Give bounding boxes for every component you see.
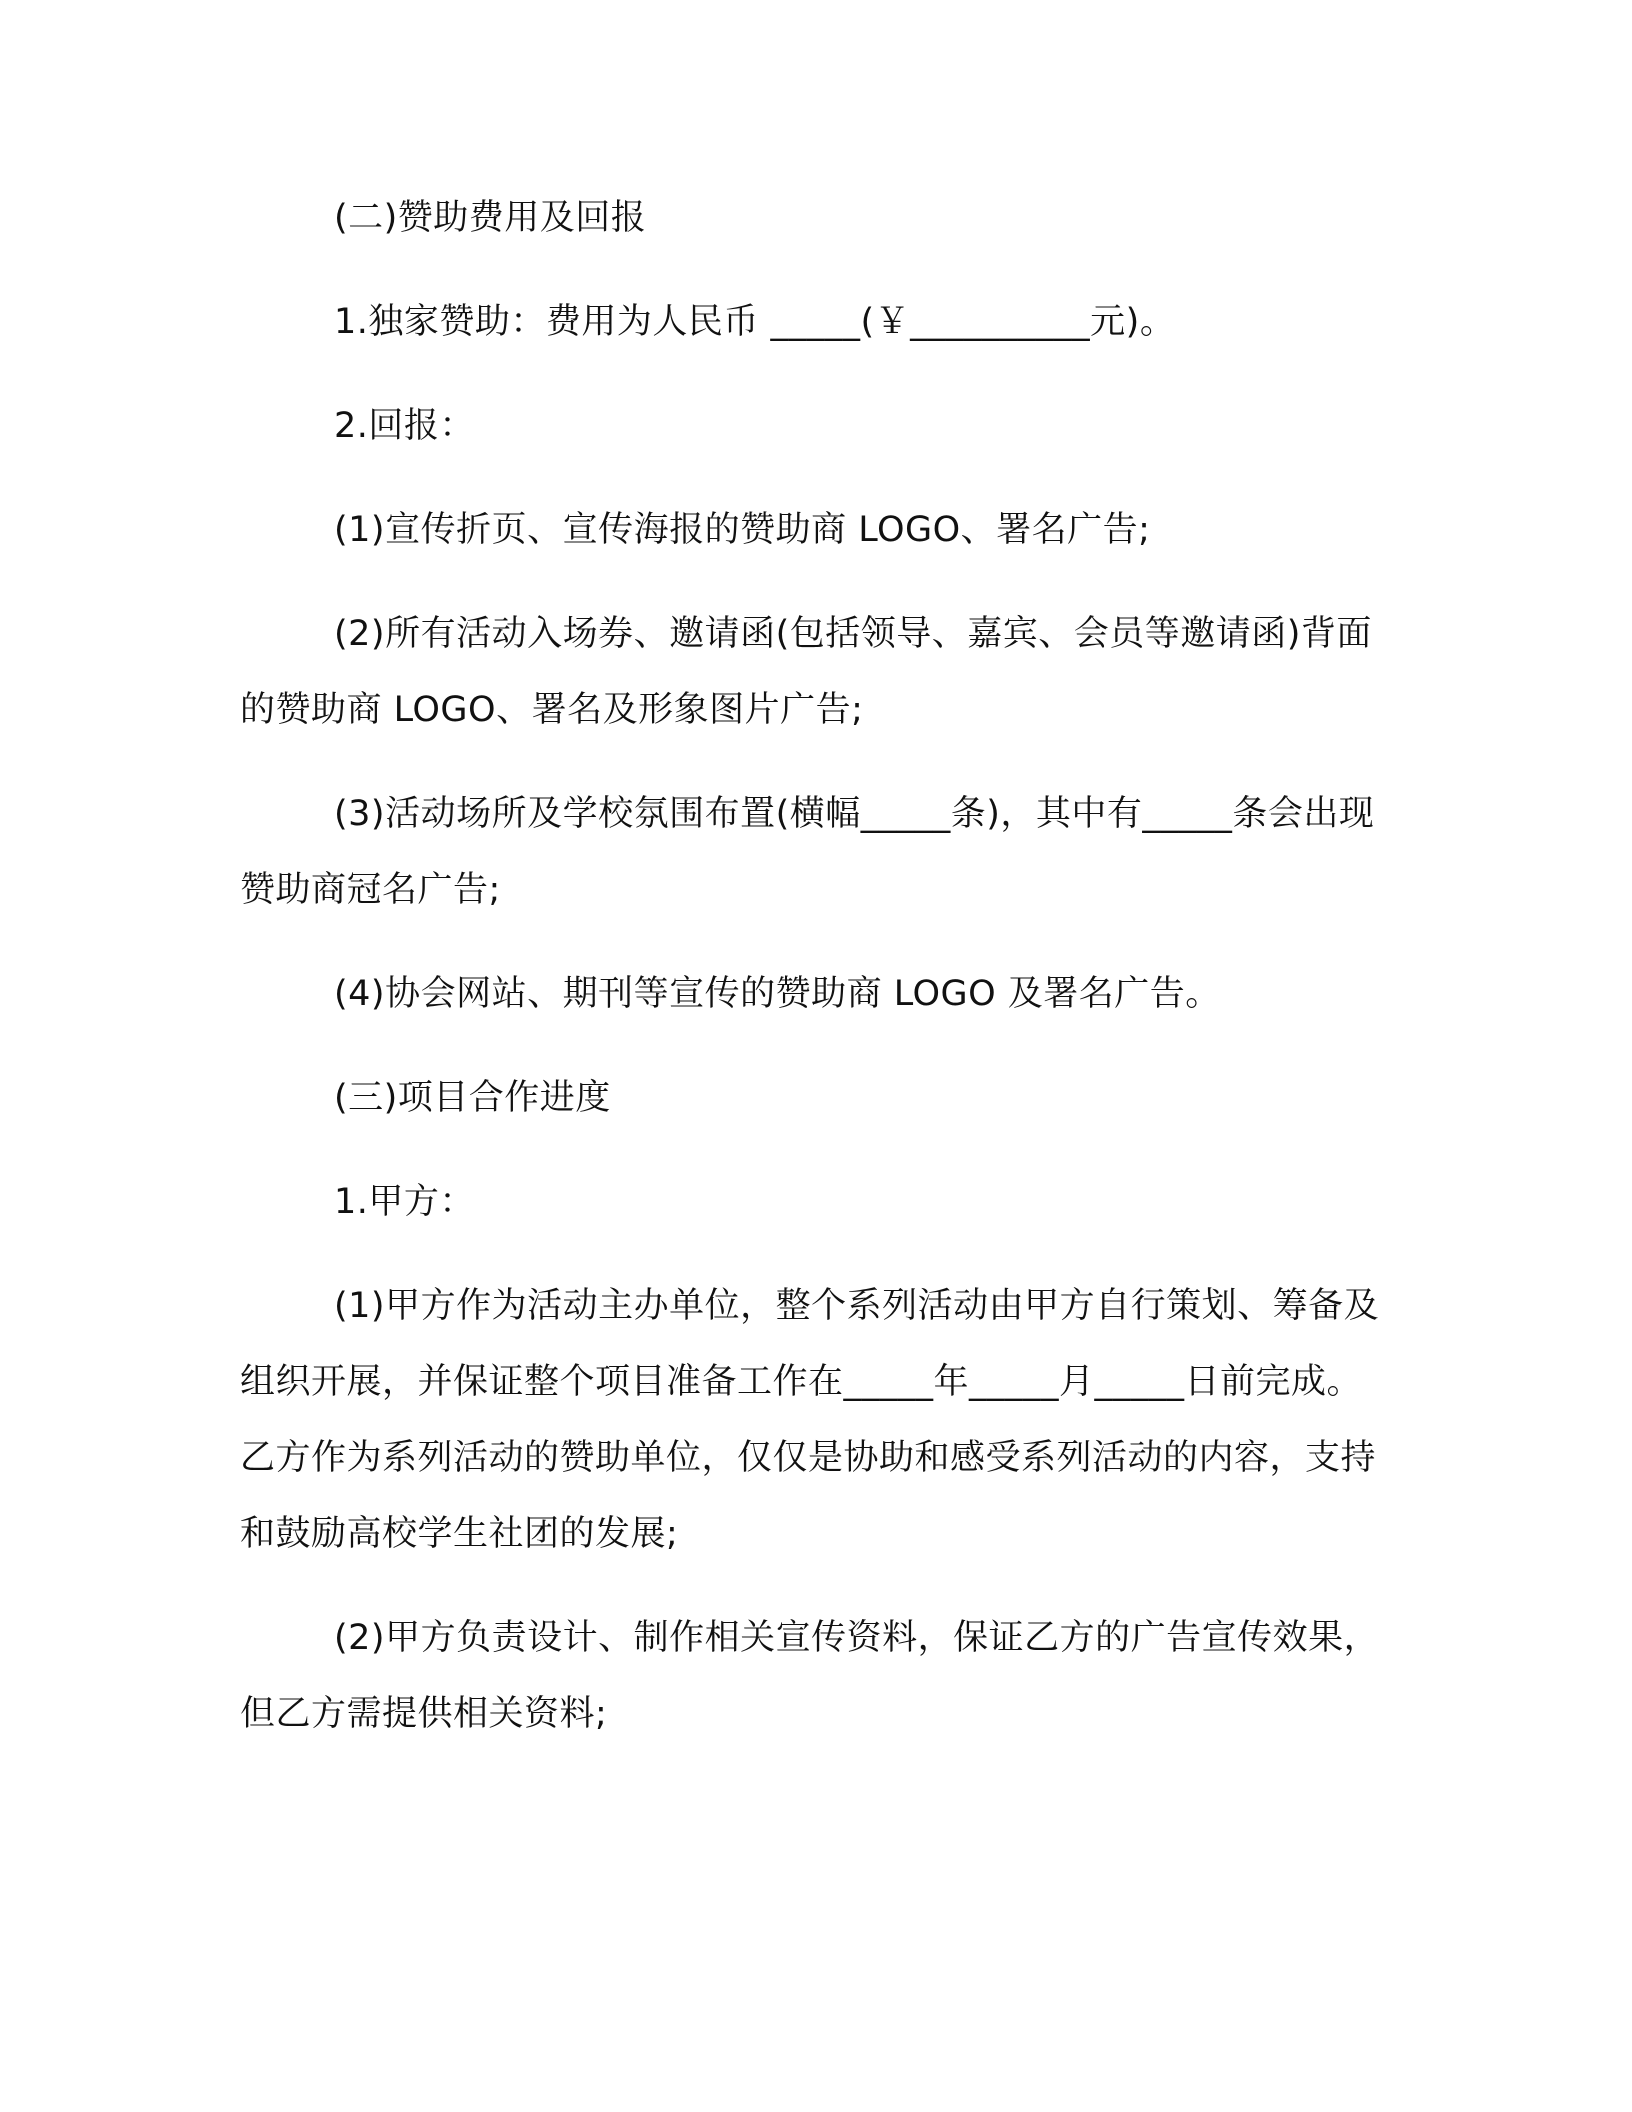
clause-return-item-1: (1)宣传折页、宣传海报的赞助商 LOGO、署名广告;	[334, 510, 1151, 550]
clause-party-a-heading: 1.甲方：	[334, 1182, 475, 1222]
clause-return-item-4: (4)协会网站、期刊等宣传的赞助商 LOGO 及署名广告。	[334, 974, 1221, 1014]
clause-exclusive-sponsorship: 1.独家赞助：费用为人民币 _____(￥__________元)。	[334, 302, 1176, 342]
section-heading-sponsorship-fees: (二)赞助费用及回报	[334, 198, 647, 238]
clause-return-item-2: (2)所有活动入场券、邀请函(包括领导、嘉宾、会员等邀请函)背面的赞助商 LOGO、署名及形象图片广告;	[240, 614, 1372, 730]
clause-returns-heading: 2.回报：	[334, 406, 475, 446]
clause-return-item-3: (3)活动场所及学校氛围布置(横幅_____条)，其中有_____条会出现赞助商冠名广告;	[240, 794, 1375, 910]
clause-party-a-item-2: (2)甲方负责设计、制作相关宣传资料，保证乙方的广告宣传效果，但乙方需提供相关资料;	[240, 1618, 1380, 1734]
section-heading-cooperation-progress: (三)项目合作进度	[334, 1078, 611, 1118]
clause-party-a-item-1: (1)甲方作为活动主办单位，整个系列活动由甲方自行策划、筹备及组织开展，并保证整个项目准备工作在_____年_____月_____日前完成。乙方作为系列活动的赞助单位，仅仅是协助和感受系列活动的内容，支持和鼓励高校学生社团的发展;	[240, 1286, 1380, 1554]
